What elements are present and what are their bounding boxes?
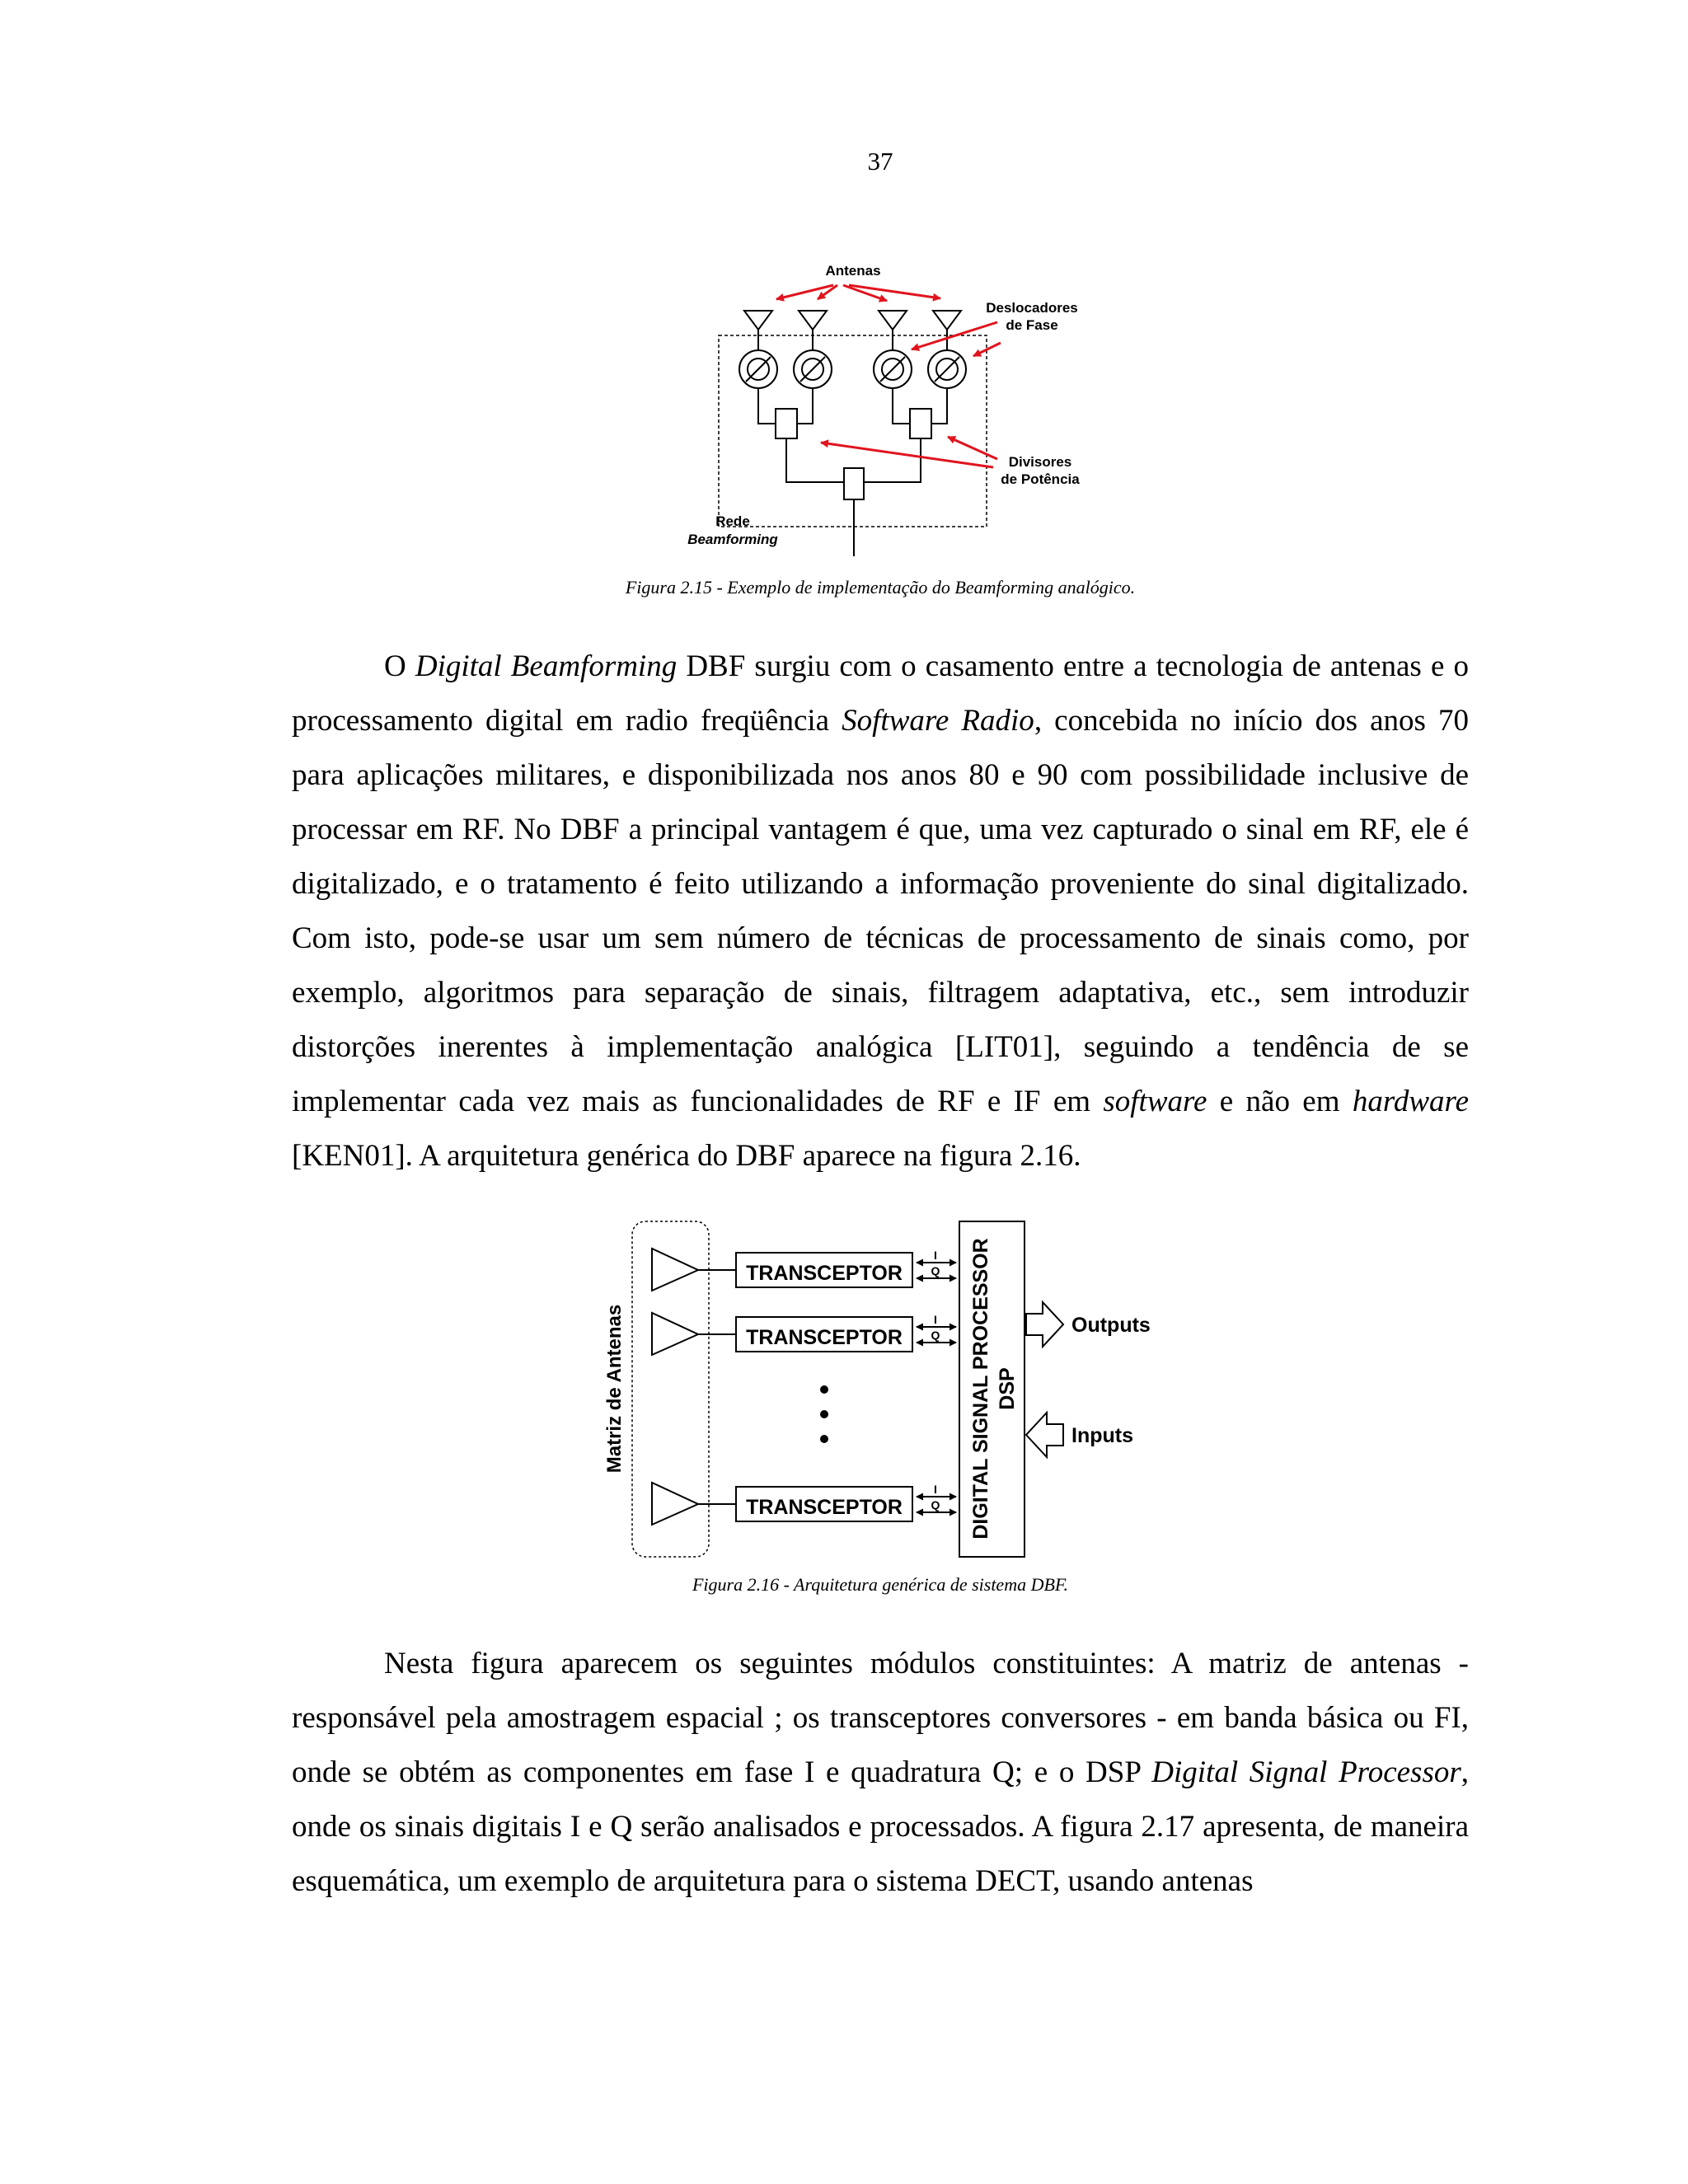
label-antenas: Antenas [825,263,881,279]
dsp-label-line1: DIGITAL SIGNAL PROCESSOR [969,1238,992,1540]
antenna-icon [652,1249,736,1291]
antenna-matrix-box [632,1221,709,1557]
paragraph-1: O Digital Beamforming DBF surgiu com o casamento entre a tecnologia de antenas e o processamento digital em radio freqüência Software Radio, concebida no início dos anos 70 para aplicações militares, e disponibilizada nos anos 80 e 90 com possibilidade inclusive de processar em RF. No DBF a principal vantagem é que, uma vez capturado o sinal em RF, ele é digitalizado, e o tratamento é feito utilizando a informação proveniente do sinal digitalizado. Com isto, pode-se usar um sem número de técnicas de processamento de sinais como, por exemplo, algoritmos para separação de sinais, filtragem adaptativa, etc., sem introduzir distorções inerentes à implementação analógica [LIT01], seguindo a tendência de se implementar cada vez mais as funcionalidades de RF e IF em software e não em hardware [KEN01]. A arquitetura genérica do DBF aparece na figura 2.16. [292,649,1469,1173]
i-label: I [934,1483,937,1496]
ellipsis-dots [820,1385,828,1443]
i-label: I [934,1313,937,1326]
label-divisores: Divisores [1008,454,1072,470]
label-de-fase: de Fase [1006,317,1058,333]
q-label: Q [931,1498,940,1511]
q-label: Q [931,1329,940,1342]
page-number: 37 [867,147,893,176]
label-de-potencia: de Potência [1001,471,1080,487]
paragraph-2: Nesta figura aparecem os seguintes módulos constituintes: A matriz de antenas - responsável pela amostragem espacial ; os transceptores conversores - em banda básica ou FI, onde se obtém as componentes em fase I e quadratura Q; e o DSP Digital Signal Processor, onde os sinais digitais I e Q serão analisados e processados. A figura 2.17 apresenta, de maneira esquemática, um exemplo de arquitetura para o sistema DECT, usando antenas [292,1647,1469,1898]
outputs-label: Outputs [1071,1314,1151,1337]
i-label: I [934,1249,937,1262]
label-beamforming: Beamforming [687,532,778,547]
label-deslocadores: Deslocadores [986,300,1078,316]
figure-2-15-caption: Figura 2.15 - Exemplo de implementação do Beamforming analógico. [625,577,1136,598]
outputs-arrow-icon [1026,1302,1063,1347]
transceiver-label: TRANSCEPTOR [746,1496,903,1519]
inputs-arrow-icon [1026,1413,1063,1457]
inputs-label: Inputs [1071,1424,1133,1447]
transceiver-block [736,1253,912,1287]
iq-arrows [917,1263,956,1512]
antenna-icon [652,1483,736,1525]
transceiver-label: TRANSCEPTOR [746,1262,903,1285]
label-rede: Rede [715,513,750,529]
dsp-label-line2: DSP [996,1367,1019,1410]
transceiver-block [736,1317,912,1352]
figure-2-16-caption: Figura 2.16 - Arquitetura genérica de sistema DBF. [692,1574,1069,1595]
transceiver-block [736,1487,912,1521]
transceiver-label: TRANSCEPTOR [746,1326,903,1349]
q-label: Q [931,1264,940,1277]
antenna-icon [652,1313,736,1355]
antenna-matrix-label: Matriz de Antenas [603,1304,626,1474]
